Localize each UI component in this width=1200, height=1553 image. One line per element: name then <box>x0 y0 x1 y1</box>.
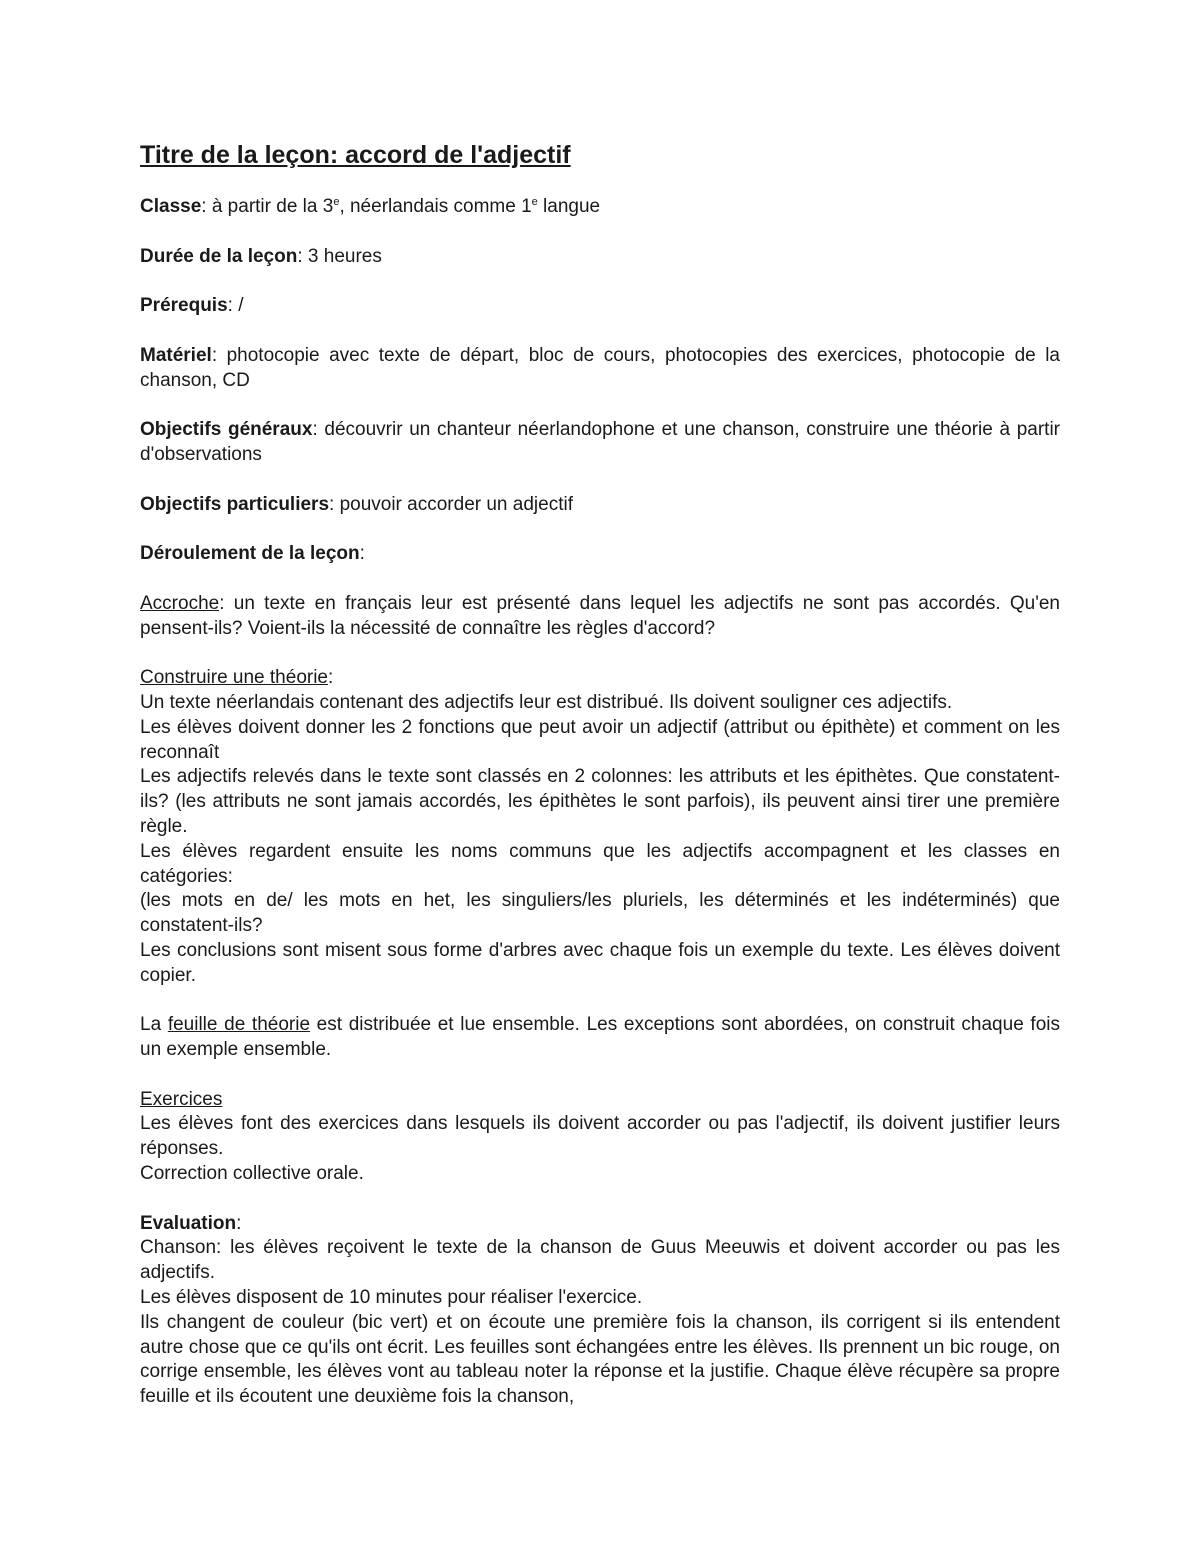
materiel-text: : photocopie avec texte de départ, bloc de cours, photocopies des exercices, photocopie de la chanson, CD <box>140 344 1060 391</box>
evaluation-heading <box>140 1212 1060 1237</box>
objectifs-particuliers-label: Objectifs particuliers <box>140 493 330 515</box>
classe-text-b: , néerlandais comme 1 <box>339 196 532 217</box>
exercices-section <box>140 1088 1060 1187</box>
theorie-label: Construire une théorie <box>140 667 328 689</box>
classe-sup-a: e <box>333 196 340 208</box>
theorie-line: (les mots en de/ les mots en het, les singuliers/les pluriels, les déterminés et les indéterminés) que constatent-ils? <box>140 890 1060 937</box>
classe-sup-b: e <box>531 196 538 208</box>
exercices-label: Exercices <box>140 1088 223 1110</box>
page-title: Titre de la leçon: accord de l'adjectif <box>140 141 571 169</box>
deroulement-label: Déroulement de la leçon <box>140 543 360 565</box>
evaluation-line: Ils changent de couleur (bic vert) et on écoute une première fois la chanson, ils corrigent si ils entendent autre chose que ce qu'ils ont écrit. Les feuilles sont échangées entre les élèves. Ils prennent un bic rouge, on corrige ensemble, les élèves vont au tableau noter la réponse et la justifie. Chaque élève récupère sa propre feuille et ils écoutent une deuxième fois la chanson, <box>140 1311 1060 1408</box>
evaluation-section <box>140 1212 1060 1410</box>
objectifs-particuliers-text: : pouvoir accorder un adjectif <box>329 493 573 515</box>
theorie-line: Les élèves doivent donner les 2 fonctions que peut avoir un adjectif (attribut ou épithète) et comment on les reconnaît <box>140 716 1060 763</box>
feuille-paragraph <box>140 1013 1060 1063</box>
evaluation-label: Evaluation <box>140 1212 237 1234</box>
theorie-line: Les adjectifs relevés dans le texte sont classés en 2 colonnes: les attributs et les épithètes. Que constatent-ils? (les attributs ne sont jamais accordés, les épithètes le sont parfois), ils peuvent ainsi tirer une première règle. <box>140 766 1060 837</box>
materiel-paragraph <box>140 344 1060 394</box>
exercices-line: Correction collective orale. <box>140 1163 364 1185</box>
theorie-line: Les élèves regardent ensuite les noms communs que les adjectifs accompagnent et les classes en catégories: <box>140 840 1060 887</box>
prerequis-text: : / <box>227 295 244 317</box>
deroulement-text: : <box>359 543 365 565</box>
prerequis-paragraph <box>140 294 1060 319</box>
duree-text: : 3 heures <box>297 245 382 267</box>
theorie-section <box>140 666 1060 988</box>
feuille-post: est distribuée et lue ensemble. Les exceptions sont abordées, on construit chaque fois un exemple ensemble. <box>140 1014 1060 1061</box>
exercices-line: Les élèves font des exercices dans lesquels ils doivent accorder ou pas l'adjectif, ils doivent justifier leurs réponses. <box>140 1113 1060 1160</box>
objectifs-generaux-paragraph <box>140 418 1060 468</box>
materiel-label: Matériel <box>140 344 212 366</box>
objectifs-generaux-label: Objectifs généraux <box>140 419 313 441</box>
classe-paragraph <box>140 195 1060 220</box>
theorie-line: Les conclusions sont misent sous forme d'arbres avec chaque fois un exemple du texte. Les élèves doivent copier. <box>140 939 1060 986</box>
accroche-paragraph <box>140 592 1060 642</box>
document-page <box>140 138 1060 1410</box>
accroche-label: Accroche <box>140 592 220 614</box>
duree-label: Durée de la leçon <box>140 245 298 267</box>
theorie-heading <box>140 666 1060 691</box>
accroche-text: : un texte en français leur est présenté dans lequel les adjectifs ne sont pas accordés. Qu'en pensent-ils? Voient-ils la nécessité de connaître les règles d'accord? <box>140 592 1060 639</box>
feuille-de-theorie-link: feuille de théorie <box>167 1014 311 1036</box>
objectifs-generaux-text: : découvrir un chanteur néerlandophone et une chanson, construire une théorie à partir d'observations <box>140 419 1060 465</box>
exercices-heading <box>140 1088 1060 1113</box>
classe-label: Classe <box>140 196 202 217</box>
evaluation-line: Les élèves disposent de 10 minutes pour réaliser l'exercice. <box>140 1287 643 1309</box>
duree-paragraph <box>140 245 1060 270</box>
objectifs-particuliers-paragraph <box>140 493 1060 518</box>
evaluation-line: Chanson: les élèves reçoivent le texte de la chanson de Guus Meeuwis et doivent accorder ou pas les adjectifs. <box>140 1237 1060 1284</box>
prerequis-label: Préreq​uis <box>140 295 228 317</box>
classe-text-c: langue <box>537 196 601 217</box>
feuille-pre: La <box>140 1014 168 1036</box>
classe-text-a: : à partir de la 3 <box>201 196 334 217</box>
deroulement-paragraph <box>140 542 1060 567</box>
evaluation-colon: : <box>236 1212 242 1234</box>
theorie-line: Un texte néerlandais contenant des adjectifs leur est distribué. Ils doivent souligner ces adjectifs. <box>140 691 953 713</box>
theorie-colon: : <box>328 667 334 689</box>
